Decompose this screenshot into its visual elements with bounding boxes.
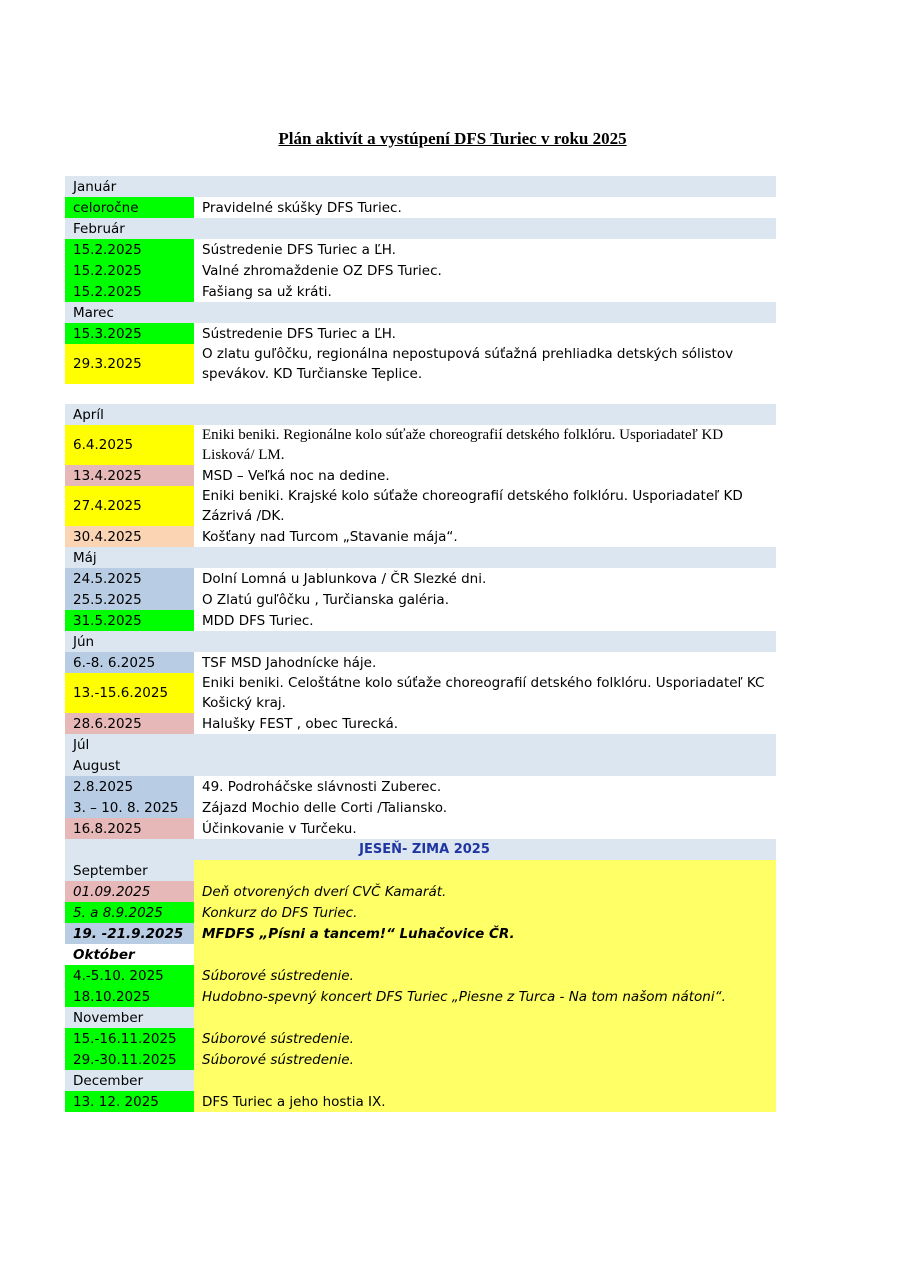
activity-row bbox=[65, 818, 776, 839]
activity-description: Pravidelné skúšky DFS Turiec. bbox=[194, 197, 776, 218]
activity-row bbox=[65, 673, 776, 713]
month-filler bbox=[194, 1070, 776, 1091]
activity-date: 6.-8. 6.2025 bbox=[65, 652, 194, 673]
activity-table bbox=[65, 176, 776, 1112]
activity-description: 49. Podroháčske slávnosti Zuberec. bbox=[194, 776, 776, 797]
activity-date: 15.-16.11.2025 bbox=[65, 1028, 194, 1049]
activity-date: 13. 12. 2025 bbox=[65, 1091, 194, 1112]
month-label: Jún bbox=[65, 631, 776, 652]
activity-description bbox=[194, 944, 776, 965]
activity-row bbox=[65, 526, 776, 547]
month-row bbox=[65, 631, 776, 652]
activity-description: Košťany nad Turcom „Stavanie mája“. bbox=[194, 526, 776, 547]
activity-description: Valné zhromaždenie OZ DFS Turiec. bbox=[194, 260, 776, 281]
activity-row bbox=[65, 1091, 776, 1112]
month-filler bbox=[194, 1007, 776, 1028]
activity-row bbox=[65, 965, 776, 986]
activity-row bbox=[65, 944, 776, 965]
activity-date: 19. -21.9.2025 bbox=[65, 923, 194, 944]
month-row bbox=[65, 1070, 776, 1091]
activity-row bbox=[65, 197, 776, 218]
activity-row bbox=[65, 465, 776, 486]
activity-description: Dolní Lomná u Jablunkova / ČR Slezké dni. bbox=[194, 568, 776, 589]
activity-description: MSD – Veľká noc na dedine. bbox=[194, 465, 776, 486]
spacer-cell bbox=[65, 384, 776, 404]
activity-date: 15.2.2025 bbox=[65, 281, 194, 302]
activity-description: Hudobno-spevný koncert DFS Turiec „Piesne z Turca - Na tom našom nátoni“. bbox=[194, 986, 776, 1007]
activity-date: Október bbox=[65, 944, 194, 965]
activity-date: 31.5.2025 bbox=[65, 610, 194, 631]
activity-description: O zlatu guľôčku, regionálna nepostupová súťažná prehliadka detských sólistov spevákov. KD Turčianske Teplice. bbox=[194, 344, 776, 384]
activity-date: 18.10.2025 bbox=[65, 986, 194, 1007]
month-row bbox=[65, 547, 776, 568]
activity-description: Súborové sústredenie. bbox=[194, 965, 776, 986]
activity-date: 27.4.2025 bbox=[65, 486, 194, 526]
activity-date: 2.8.2025 bbox=[65, 776, 194, 797]
activity-row bbox=[65, 323, 776, 344]
activity-row bbox=[65, 425, 776, 465]
month-label: August bbox=[65, 755, 776, 776]
activity-date: 30.4.2025 bbox=[65, 526, 194, 547]
month-row bbox=[65, 734, 776, 755]
month-label: Máj bbox=[65, 547, 776, 568]
activity-date: 28.6.2025 bbox=[65, 713, 194, 734]
activity-description: Účinkovanie v Turčeku. bbox=[194, 818, 776, 839]
month-row bbox=[65, 404, 776, 425]
activity-date: 15.2.2025 bbox=[65, 239, 194, 260]
activity-date: 16.8.2025 bbox=[65, 818, 194, 839]
activity-date: 25.5.2025 bbox=[65, 589, 194, 610]
activity-date: 13.-15.6.2025 bbox=[65, 673, 194, 713]
activity-date: 3. – 10. 8. 2025 bbox=[65, 797, 194, 818]
month-row bbox=[65, 176, 776, 197]
activity-row bbox=[65, 713, 776, 734]
activity-row bbox=[65, 260, 776, 281]
activity-description: O Zlatú guľôčku , Turčianska galéria. bbox=[194, 589, 776, 610]
activity-description: Deň otvorených dverí CVČ Kamarát. bbox=[194, 881, 776, 902]
activity-description: Eniki beniki. Regionálne kolo súťaže choreografií detského folklóru. Usporiadateľ KD Lisková/ LM. bbox=[194, 425, 776, 465]
activity-date: 29.-30.11.2025 bbox=[65, 1049, 194, 1070]
month-label: November bbox=[65, 1007, 194, 1028]
activity-row bbox=[65, 239, 776, 260]
activity-row bbox=[65, 797, 776, 818]
activity-row bbox=[65, 986, 776, 1007]
month-label: Február bbox=[65, 218, 776, 239]
month-row bbox=[65, 302, 776, 323]
activity-description: Sústredenie DFS Turiec a ĽH. bbox=[194, 239, 776, 260]
activity-table-body bbox=[65, 176, 776, 1112]
season-row bbox=[65, 839, 776, 860]
month-filler bbox=[194, 860, 776, 881]
activity-row bbox=[65, 652, 776, 673]
month-label: Júl bbox=[65, 734, 776, 755]
activity-description: MFDFS „Písni a tancem!“ Luhačovice ČR. bbox=[194, 923, 776, 944]
activity-date: 5. a 8.9.2025 bbox=[65, 902, 194, 923]
activity-date: 24.5.2025 bbox=[65, 568, 194, 589]
activity-row bbox=[65, 902, 776, 923]
activity-row bbox=[65, 881, 776, 902]
activity-row bbox=[65, 776, 776, 797]
month-row bbox=[65, 860, 776, 881]
activity-date: 13.4.2025 bbox=[65, 465, 194, 486]
activity-description: TSF MSD Jahodnícke háje. bbox=[194, 652, 776, 673]
document-title: Plán aktivít a vystúpení DFS Turiec v roku 2025 bbox=[278, 129, 627, 148]
month-row bbox=[65, 218, 776, 239]
activity-description: Sústredenie DFS Turiec a ĽH. bbox=[194, 323, 776, 344]
activity-date: celoročne bbox=[65, 197, 194, 218]
activity-date: 29.3.2025 bbox=[65, 344, 194, 384]
spacer-row bbox=[65, 384, 776, 404]
activity-row bbox=[65, 1028, 776, 1049]
activity-row bbox=[65, 923, 776, 944]
activity-description: DFS Turiec a jeho hostia IX. bbox=[194, 1091, 776, 1112]
activity-description: Fašiang sa už kráti. bbox=[194, 281, 776, 302]
activity-description: Eniki beniki. Celoštátne kolo súťaže choreografií detského folklóru. Usporiadateľ KC Košický kraj. bbox=[194, 673, 776, 713]
activity-row bbox=[65, 1049, 776, 1070]
activity-description: Halušky FEST , obec Turecká. bbox=[194, 713, 776, 734]
month-row bbox=[65, 1007, 776, 1028]
month-label: December bbox=[65, 1070, 194, 1091]
activity-date: 4.-5.10. 2025 bbox=[65, 965, 194, 986]
activity-row bbox=[65, 344, 776, 384]
activity-row bbox=[65, 610, 776, 631]
activity-row bbox=[65, 568, 776, 589]
activity-description: Eniki beniki. Krajské kolo súťaže choreografií detského folklóru. Usporiadateľ KD Zázrivá /DK. bbox=[194, 486, 776, 526]
activity-date: 15.3.2025 bbox=[65, 323, 194, 344]
month-label: Apríl bbox=[65, 404, 776, 425]
activity-row bbox=[65, 281, 776, 302]
season-label: JESEŇ- ZIMA 2025 bbox=[65, 839, 776, 860]
activity-date: 15.2.2025 bbox=[65, 260, 194, 281]
month-label: Január bbox=[65, 176, 776, 197]
activity-row bbox=[65, 589, 776, 610]
activity-row bbox=[65, 486, 776, 526]
activity-description: Zájazd Mochio delle Corti /Taliansko. bbox=[194, 797, 776, 818]
month-row bbox=[65, 755, 776, 776]
activity-description: Súborové sústredenie. bbox=[194, 1049, 776, 1070]
month-label: Marec bbox=[65, 302, 776, 323]
month-label: September bbox=[65, 860, 194, 881]
activity-description: MDD DFS Turiec. bbox=[194, 610, 776, 631]
activity-description: Konkurz do DFS Turiec. bbox=[194, 902, 776, 923]
activity-description: Súborové sústredenie. bbox=[194, 1028, 776, 1049]
activity-date: 01.09.2025 bbox=[65, 881, 194, 902]
activity-date: 6.4.2025 bbox=[65, 425, 194, 465]
